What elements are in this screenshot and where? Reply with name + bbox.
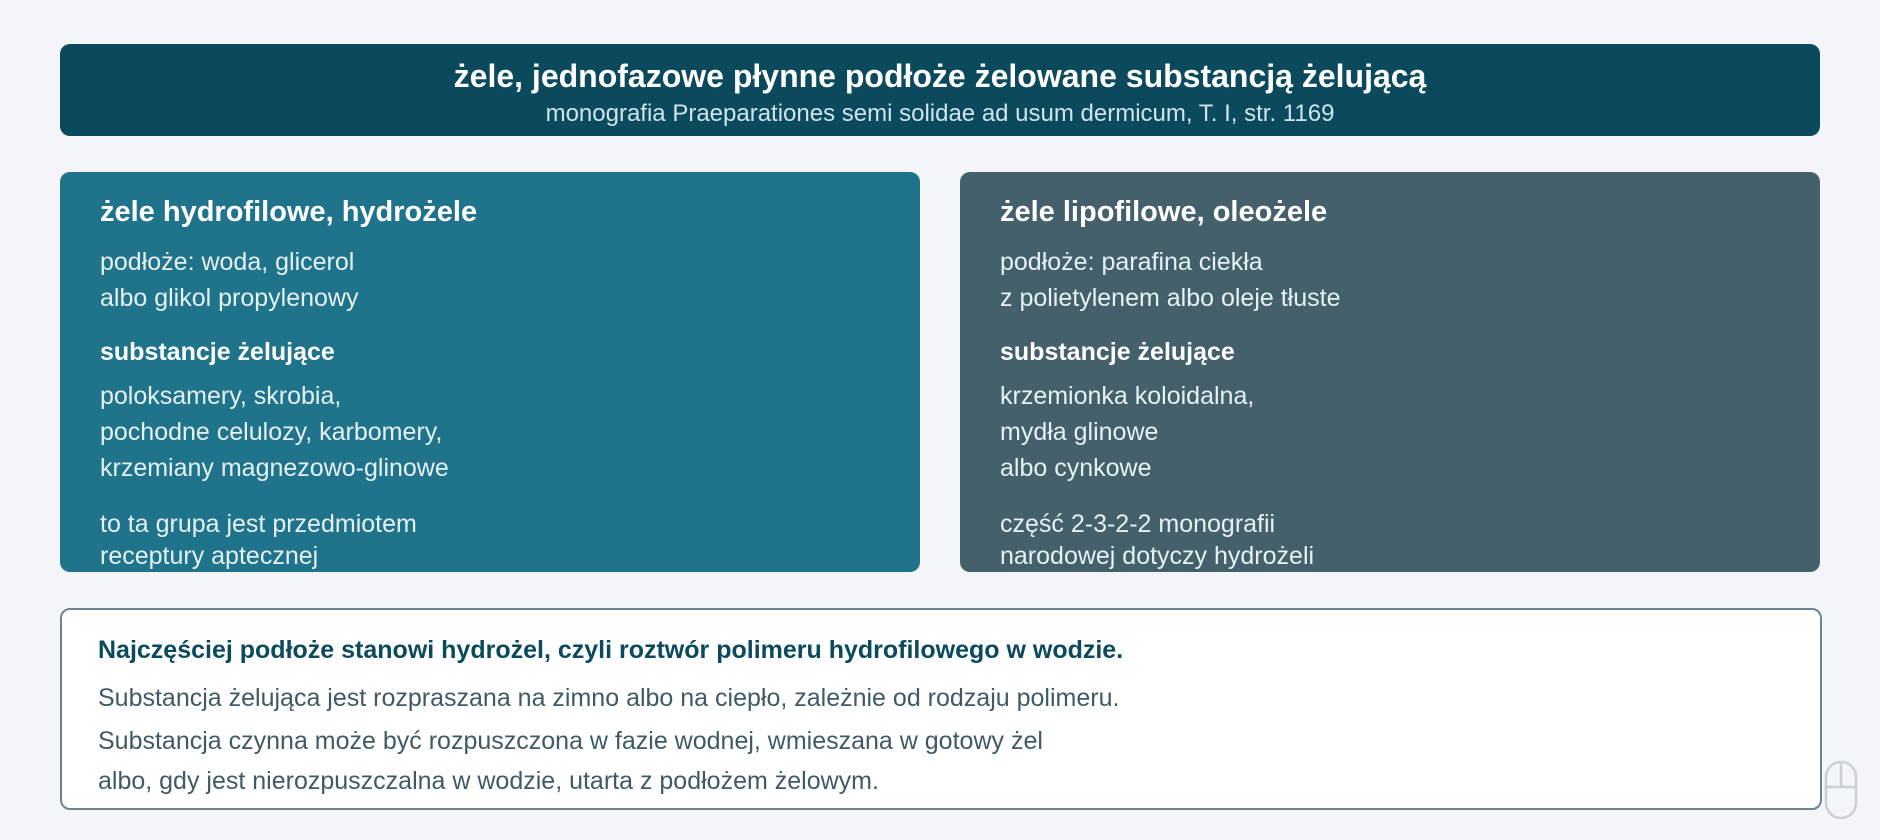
summary-line: Substancja czynna może być rozpuszczona w fazie wodnej, wmieszana w gotowy żel (98, 727, 1043, 755)
agents-line: krzemionka koloidalna, (1000, 382, 1255, 410)
base-line: podłoże: parafina ciekła (1000, 248, 1263, 276)
note-line: receptury aptecznej (100, 542, 319, 570)
summary-line: Substancja żelująca jest rozpraszana na zimno albo na ciepło, zależnie od rodzaju polimeru. (98, 684, 1120, 712)
note-line: część 2-3-2-2 monografii (1000, 510, 1276, 538)
agents-line: albo cynkowe (1000, 454, 1152, 482)
agents-heading: substancje żelujące (100, 338, 335, 366)
note-line: narodowej dotyczy hydrożeli (1000, 542, 1315, 570)
agents-line: krzemiany magnezowo-glinowe (100, 454, 449, 482)
base-line: podłoże: woda, glicerol (100, 248, 355, 276)
agents-line: mydła glinowe (1000, 418, 1159, 446)
agents-line: pochodne celulozy, karbomery, (100, 418, 443, 446)
title-banner (60, 44, 1820, 136)
panel-title: żele hydrofilowe, hydrożele (100, 196, 478, 228)
base-line: albo glikol propylenowy (100, 284, 359, 312)
summary-line: albo, gdy jest nierozpuszczalna w wodzie, utarta z podłożem żelowym. (98, 767, 879, 795)
lipophilic-gels-panel (960, 172, 1820, 572)
page-title: żele, jednofazowe płynne podłoże żelowane substancją żelującą (453, 58, 1427, 94)
agents-heading: substancje żelujące (1000, 338, 1235, 366)
panel-title: żele lipofilowe, oleożele (1000, 196, 1328, 228)
note-line: to ta grupa jest przedmiotem (100, 510, 417, 538)
hydrophilic-gels-panel (60, 172, 920, 572)
summary-lead: Najczęściej podłoże stanowi hydrożel, czyli roztwór polimeru hydrofilowego w wodzie. (98, 636, 1124, 664)
summary-box (60, 608, 1822, 810)
mouse-icon (1824, 760, 1858, 820)
base-line: z polietylenem albo oleje tłuste (1000, 284, 1341, 312)
agents-line: poloksamery, skrobia, (100, 382, 342, 410)
page-subtitle: monografia Praeparationes semi solidae ad usum dermicum, T. I, str. 1169 (545, 100, 1335, 127)
